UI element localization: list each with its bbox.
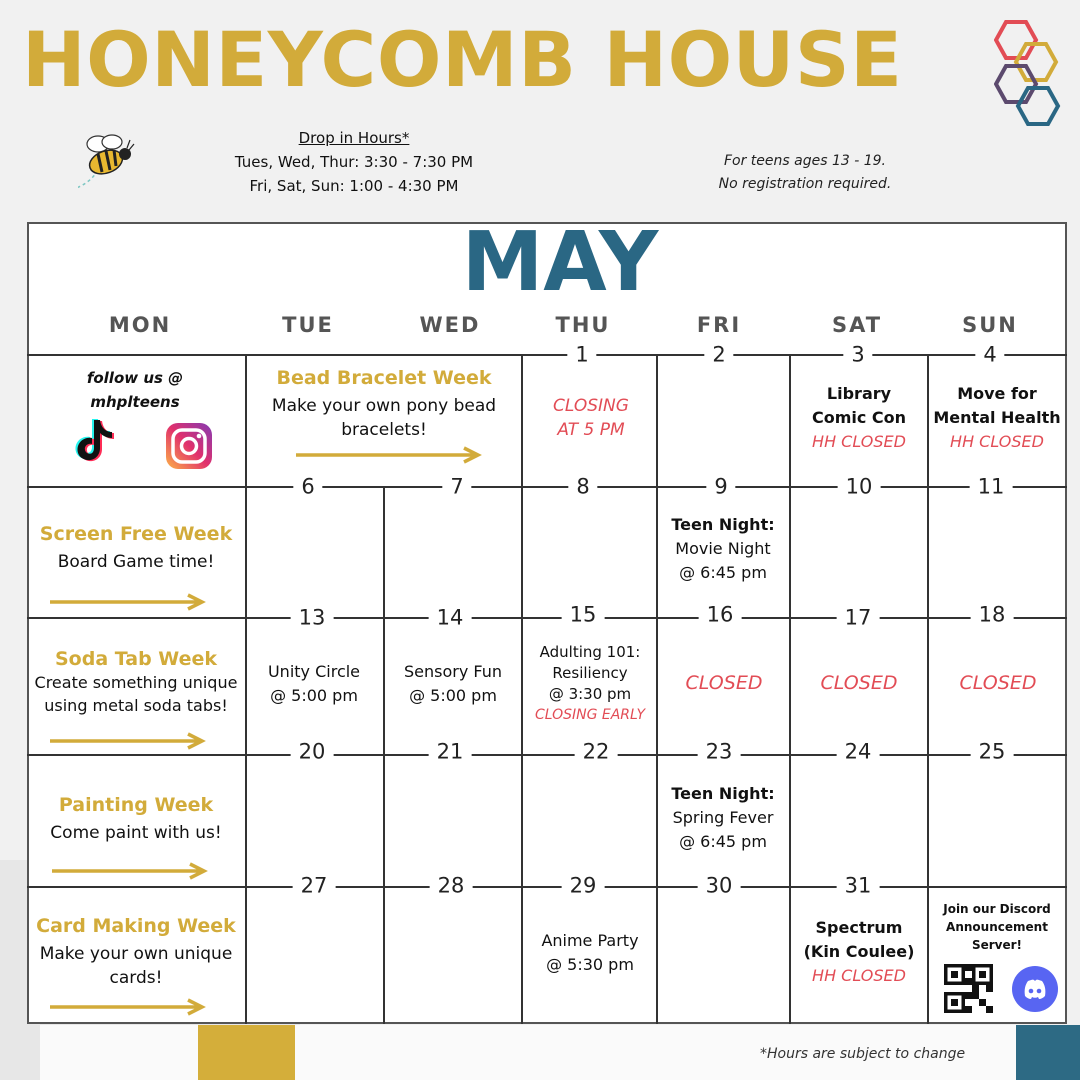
week-title: Card Making Week xyxy=(36,915,236,937)
grid-line xyxy=(245,354,247,1024)
arrow-icon xyxy=(48,998,208,1016)
date-number: 16 xyxy=(699,605,742,626)
date-number: 29 xyxy=(562,876,605,897)
event-line: Mental Health xyxy=(933,408,1061,427)
event-line: HH CLOSED xyxy=(812,966,906,985)
week-desc: bracelets! xyxy=(341,420,427,440)
honeycomb-hexagons-icon xyxy=(994,18,1066,130)
hours-line: Tues, Wed, Thur: 3:30 - 7:30 PM xyxy=(234,153,474,171)
gold-decor-block xyxy=(198,1025,295,1080)
event-sensory-fun xyxy=(387,660,519,708)
week-theme-painting xyxy=(30,793,242,845)
info-line: No registration required. xyxy=(718,176,892,192)
qr-code-icon[interactable] xyxy=(944,964,993,1013)
week-desc: Make your own unique xyxy=(39,944,233,964)
event-anime-party xyxy=(524,929,656,977)
event-line: Resiliency xyxy=(552,664,628,682)
event-closed: CLOSED xyxy=(820,672,898,694)
event-line: Library xyxy=(826,384,892,403)
week-desc: Board Game time! xyxy=(57,552,215,572)
event-line: Move for xyxy=(957,384,1037,403)
date-number: 24 xyxy=(837,742,880,763)
date-number: 14 xyxy=(429,608,472,629)
hours-line: Fri, Sat, Sun: 1:00 - 4:30 PM xyxy=(249,177,459,195)
month-title: MAY xyxy=(461,215,659,310)
grid-line xyxy=(27,486,1067,488)
arrow-icon xyxy=(48,593,208,611)
event-line: HH CLOSED xyxy=(812,432,906,451)
event-line: AT 5 PM xyxy=(557,420,625,440)
grid-line xyxy=(27,354,1067,356)
grid-line xyxy=(383,486,385,1024)
calendar-card xyxy=(27,222,1067,1024)
arrow-icon xyxy=(294,446,484,464)
date-number: 31 xyxy=(837,876,880,897)
instagram-icon[interactable] xyxy=(164,421,214,471)
event-line: Sensory Fun xyxy=(403,662,502,681)
hours-heading: Drop in Hours* xyxy=(298,129,410,147)
week-theme-soda-tab xyxy=(27,648,245,717)
week-desc: Make your own pony bead xyxy=(271,396,497,416)
event-teen-night-movie xyxy=(660,513,786,585)
date-number: 4 xyxy=(975,345,1004,366)
grid-line xyxy=(656,354,658,1024)
date-number: 27 xyxy=(293,876,336,897)
event-line: Teen Night: xyxy=(671,784,775,803)
event-line: CLOSING xyxy=(553,396,629,416)
date-number: 20 xyxy=(291,742,334,763)
event-line: Teen Night: xyxy=(671,515,775,534)
event-library-comic-con xyxy=(792,382,926,454)
footer-note: *Hours are subject to change xyxy=(760,1046,966,1062)
day-header-tue: TUE xyxy=(282,313,334,337)
event-spectrum xyxy=(792,916,926,988)
discord-icon[interactable] xyxy=(1012,966,1058,1012)
date-number: 10 xyxy=(838,477,881,498)
date-number: 23 xyxy=(698,742,741,763)
event-line: Spectrum xyxy=(815,918,903,937)
event-line: CLOSING EARLY xyxy=(534,707,646,723)
event-closed: CLOSED xyxy=(685,672,763,694)
event-adulting-101 xyxy=(524,642,656,726)
week-desc: Come paint with us! xyxy=(50,823,222,843)
week-title: Painting Week xyxy=(58,794,214,816)
date-number: 28 xyxy=(430,876,473,897)
week-theme-screen-free xyxy=(30,522,242,574)
event-line: Spring Fever xyxy=(672,808,774,827)
discord-line: Join our Discord xyxy=(943,902,1051,916)
date-number: 1 xyxy=(567,345,596,366)
week-theme-card-making xyxy=(28,914,244,990)
event-move-mental-health xyxy=(930,382,1064,454)
week-title: Soda Tab Week xyxy=(54,648,217,670)
event-closing-5pm xyxy=(528,394,654,442)
week-desc: Create something unique xyxy=(34,673,238,692)
grid-line xyxy=(521,354,523,1024)
event-line: HH CLOSED xyxy=(950,432,1044,451)
date-number: 13 xyxy=(291,608,334,629)
event-line: Anime Party xyxy=(541,931,639,950)
grid-line xyxy=(927,354,929,1024)
week-title: Screen Free Week xyxy=(39,523,233,545)
discord-promo xyxy=(930,900,1064,954)
date-number: 6 xyxy=(293,477,322,498)
date-number: 22 xyxy=(575,742,618,763)
day-header-mon: MON xyxy=(108,313,172,337)
grid-line xyxy=(27,754,1067,756)
social-handle xyxy=(40,366,230,414)
event-line: @ 5:00 pm xyxy=(409,686,497,705)
event-line: @ 3:30 pm xyxy=(548,685,632,703)
date-number: 30 xyxy=(698,876,741,897)
page-title: HONEYCOMB HOUSE xyxy=(22,15,903,104)
discord-line: Announcement xyxy=(946,920,1048,934)
event-line: @ 6:45 pm xyxy=(679,832,767,851)
teal-decor-block xyxy=(1016,1025,1080,1080)
bee-icon xyxy=(78,130,148,190)
date-number: 8 xyxy=(568,477,597,498)
date-number: 21 xyxy=(429,742,472,763)
arrow-icon xyxy=(50,862,210,880)
tiktok-icon[interactable] xyxy=(74,416,118,464)
day-header-fri: FRI xyxy=(696,313,742,337)
event-line: @ 6:45 pm xyxy=(679,563,767,582)
social-line: mhplteens xyxy=(90,393,180,411)
event-closed: CLOSED xyxy=(959,672,1037,694)
event-line: Unity Circle xyxy=(267,662,361,681)
date-number: 3 xyxy=(843,345,872,366)
event-unity-circle xyxy=(249,660,379,708)
discord-line: Server! xyxy=(971,938,1023,952)
day-header-thu: THU xyxy=(555,313,611,337)
age-info xyxy=(700,150,910,196)
event-line: @ 5:00 pm xyxy=(270,686,358,705)
event-line: (Kin Coulee) xyxy=(803,942,915,961)
week-desc: cards! xyxy=(109,968,163,988)
grid-line xyxy=(789,354,791,1024)
info-line: For teens ages 13 - 19. xyxy=(723,153,886,169)
date-number: 2 xyxy=(704,345,733,366)
social-line: follow us @ xyxy=(86,369,184,387)
grid-line xyxy=(27,617,1067,619)
date-number: 7 xyxy=(442,477,471,498)
date-number: 9 xyxy=(706,477,735,498)
date-number: 18 xyxy=(971,605,1014,626)
grid-line xyxy=(27,886,1067,888)
week-theme-bead xyxy=(250,366,518,442)
week-desc: using metal soda tabs! xyxy=(44,696,228,715)
event-line: @ 5:30 pm xyxy=(546,955,634,974)
date-number: 17 xyxy=(837,608,880,629)
day-header-sat: SAT xyxy=(831,313,883,337)
event-teen-night-spring xyxy=(660,782,786,854)
arrow-icon xyxy=(48,732,208,750)
event-line: Adulting 101: xyxy=(539,643,641,661)
date-number: 11 xyxy=(970,477,1013,498)
day-header-sun: SUN xyxy=(962,313,1018,337)
date-number: 15 xyxy=(562,605,605,626)
week-title: Bead Bracelet Week xyxy=(276,367,492,389)
drop-in-hours xyxy=(214,126,494,198)
date-number: 25 xyxy=(971,742,1014,763)
event-line: Movie Night xyxy=(675,539,771,558)
day-header-wed: WED xyxy=(419,313,481,337)
event-line: Comic Con xyxy=(811,408,907,427)
